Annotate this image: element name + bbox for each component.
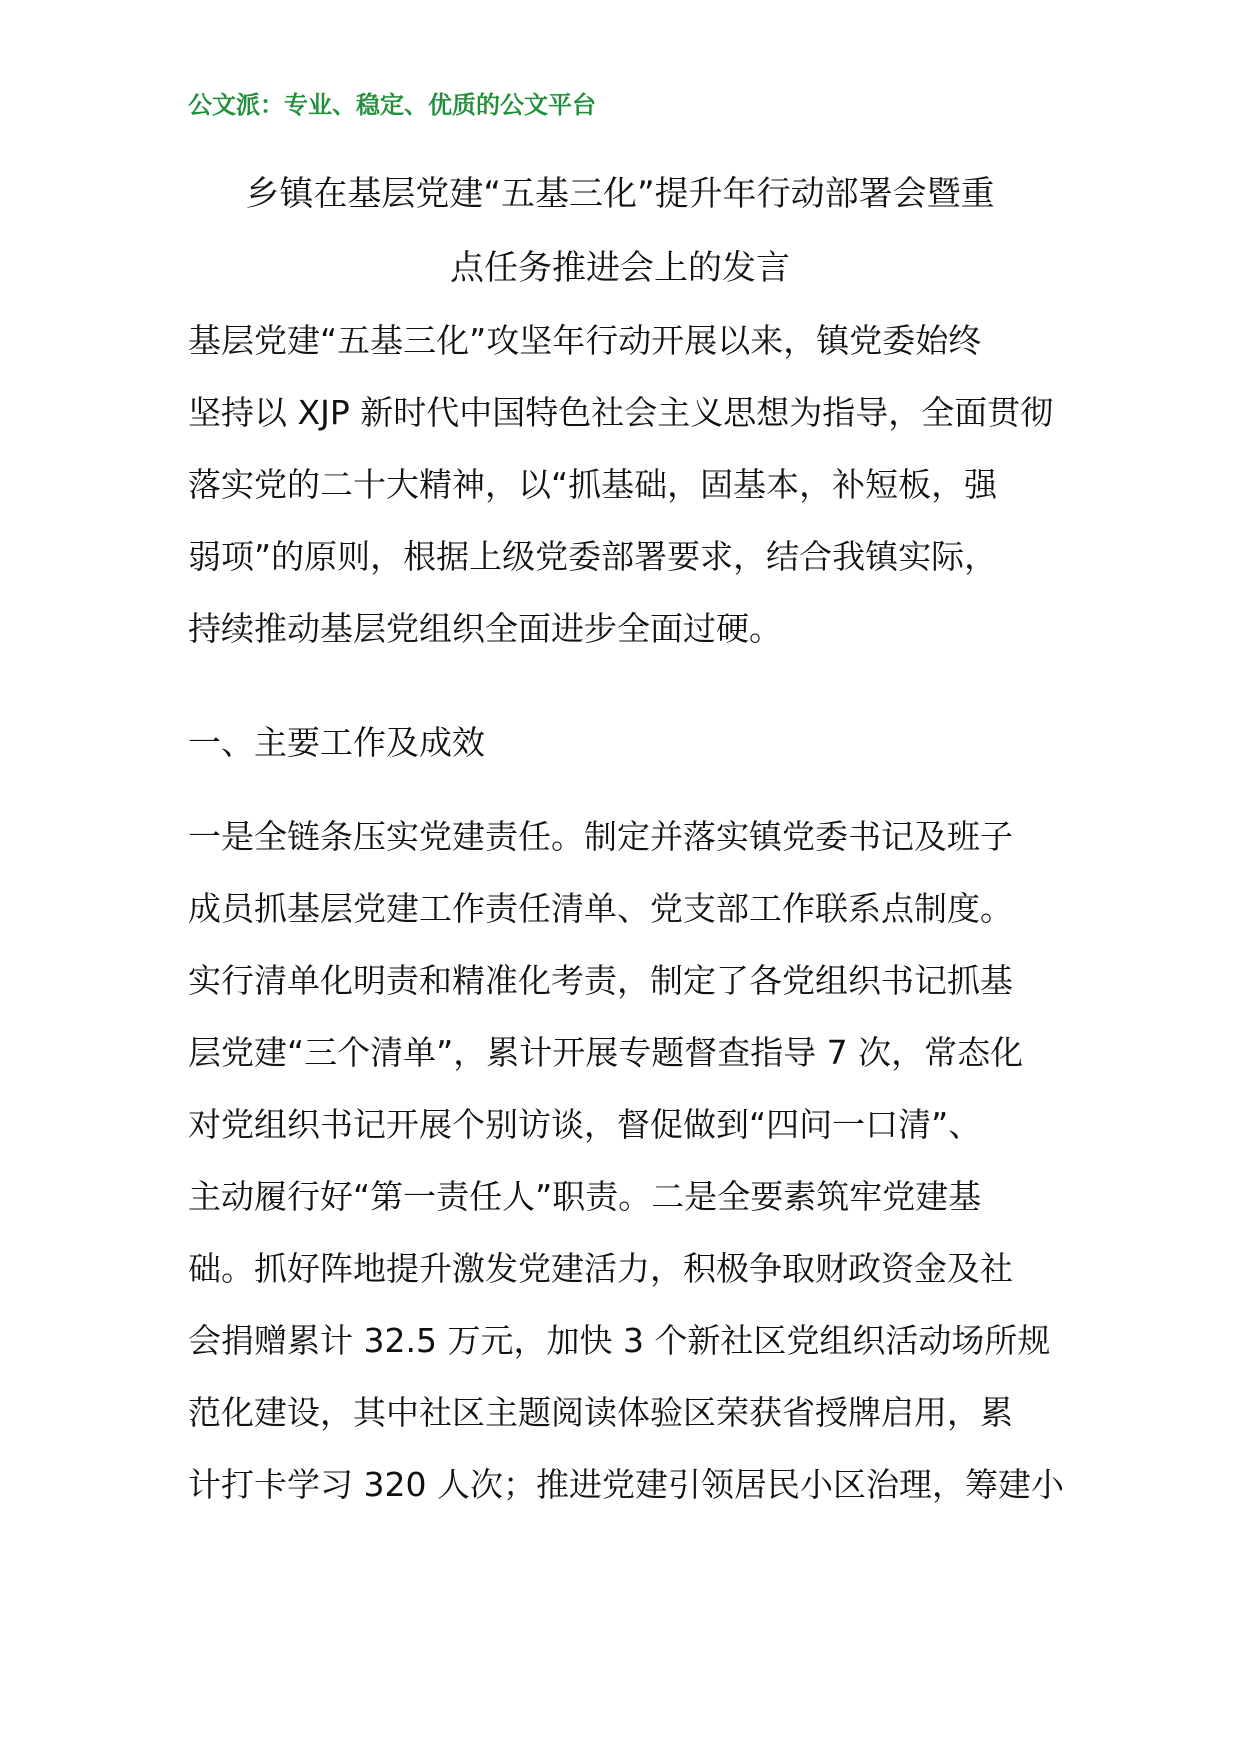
body-line: 持续推动基层党组织全面进步全面过硬。 — [188, 609, 782, 648]
body-line: 落实党的二十大精神，以“抓基础，固基本，补短板，强 — [188, 465, 998, 504]
body-line: 层党建“三个清单”，累计开展专题督查指导 7 次，常态化 — [188, 1033, 1024, 1072]
body-line: 对党组织书记开展个别访谈，督促做到“四问一口清”、 — [188, 1105, 982, 1144]
title-line: 乡镇在基层党建“五基三化”提升年行动部署会暨重 — [245, 174, 995, 214]
body-line: 会捐赠累计 32.5 万元，加快 3 个新社区党组织活动场所规 — [188, 1321, 1051, 1360]
section-heading: 一、主要工作及成效 — [188, 723, 485, 762]
title-line: 点任务推进会上的发言 — [450, 248, 790, 288]
platform-header: 公文派：专业、稳定、优质的公文平台 — [188, 91, 596, 119]
body-line: 实行清单化明责和精准化考责，制定了各党组织书记抓基 — [188, 961, 1013, 1000]
body-line: 范化建设，其中社区主题阅读体验区荣获省授牌启用，累 — [188, 1393, 1013, 1432]
body-line: 基层党建“五基三化”攻坚年行动开展以来，镇党委始终 — [188, 321, 982, 360]
body-line: 计打卡学习 320 人次；推进党建引领居民小区治理，筹建小 — [188, 1465, 1064, 1504]
body-line: 一是全链条压实党建责任。制定并落实镇党委书记及班子 — [188, 817, 1013, 856]
body-line: 础。抓好阵地提升激发党建活力，积极争取财政资金及社 — [188, 1249, 1013, 1288]
body-line: 弱项”的原则，根据上级党委部署要求，结合我镇实际， — [188, 537, 998, 576]
body-line: 主动履行好“第一责任人”职责。二是全要素筑牢党建基 — [188, 1177, 982, 1216]
body-line: 成员抓基层党建工作责任清单、党支部工作联系点制度。 — [188, 889, 1013, 928]
body-line: 坚持以 XJP 新时代中国特色社会主义思想为指导，全面贯彻 — [188, 393, 1054, 432]
